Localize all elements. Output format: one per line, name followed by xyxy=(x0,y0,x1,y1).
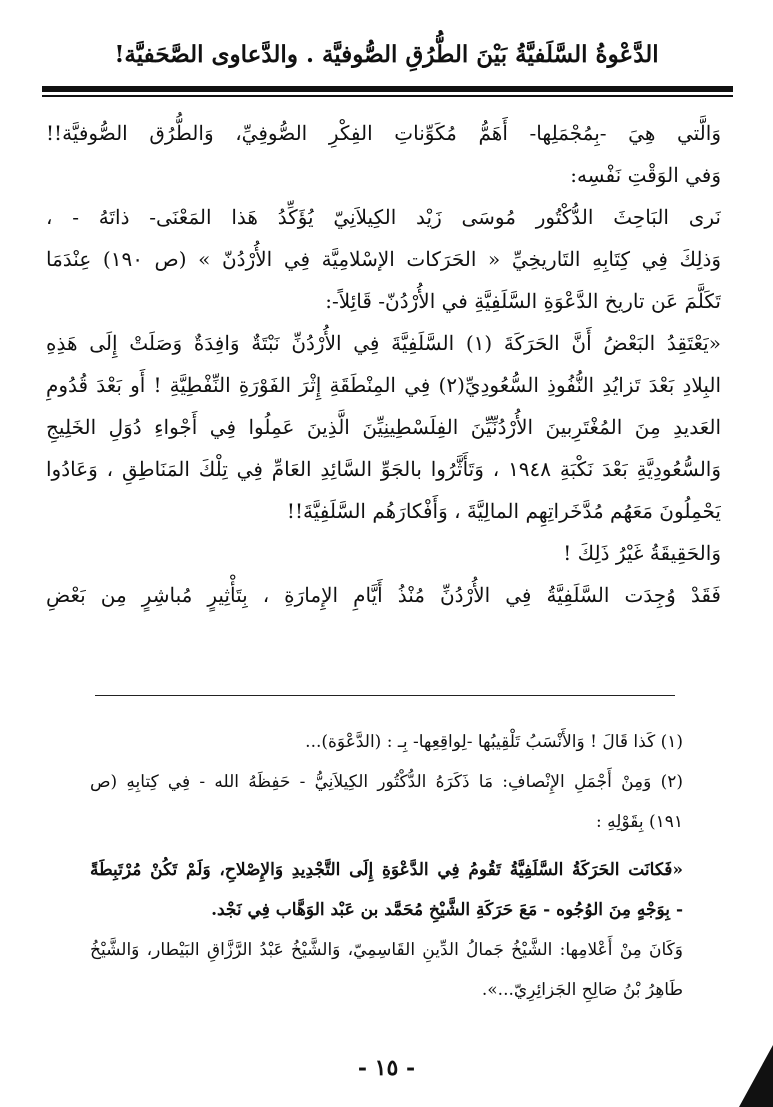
main-text xyxy=(46,112,721,616)
body-line: نَرى البَاحِثَ الدُّكْتُور مُوسَى زَيْد الكِيلاَنِيّ يُؤَكِّدُ هَذا المَعْنَى- ذاتَهُ - ، xyxy=(46,205,721,229)
footnote-quote-line: «فَكانَت الحَرَكَةُ السَّلَفِيَّةُ تَقُومُ فِي الدَّعْوَةِ إِلَى التَّجْدِيدِ وَالإِصْلاحِ، وَلَمْ تَكُنْ مُرْتَبِطَةً xyxy=(90,860,683,880)
footnote-separator xyxy=(95,695,675,696)
body-line: فَقَدْ وُجِدَت السَّلَفِيَّةُ فِي الأُرْدُنِّ مُنْذُ أَيَّامِ الإِمارَةِ ، بِتَأْثِيرٍ مُباشِرٍ مِن بَعْضِ xyxy=(46,583,721,607)
body-line: وَالحَقِيقَةُ غَيْرُ ذَلِكَ ! xyxy=(563,541,721,565)
body-line: وَفي الوَقْتِ نَفْسِه: xyxy=(570,163,721,187)
body-line: وَذلِكَ فِي كِتَابِهِ التَاريخِيِّ « الحَرَكات الإسْلامِيَّة فِي الأُرْدُنّ » (ص ١٩٠) عِنْدَمَا xyxy=(46,247,721,271)
footnote-line: (٢) وَمِنْ أَجْمَلِ الإِنْصافِ: مَا ذَكَرَهُ الدُّكْتُور الكِيلاَنِيُّ - حَفِظَهُ الله - فِي كِتابِهِ (ص xyxy=(90,772,683,792)
body-line: يَحْمِلُونَ مَعَهُم مُدَّخَراتِهِم المالِيَّةَ ، وَأَفْكارَهُم السَّلَفِيَّةَ!! xyxy=(286,499,721,523)
page-number: - ١٥ - xyxy=(357,1055,416,1081)
body-line: العَديدِ مِنَ المُغْتَرِبينَ الأُرْدُنِّيِّنَ الفِلَسْطِينِيِّنَ الَّذِينَ عَمِلُوا فِي أَجْواءِ دُوَلِ الخَلِيجِ xyxy=(46,415,721,439)
footnote-line: ١٩١) بِقَوْلِهِ : xyxy=(596,812,683,832)
footnote-quote-line: - بِوَجْهٍ مِنَ الوُجُوه - مَعَ حَرَكَةِ الشَّيْخِ مُحَمَّد بن عَبْد الوَهَّاب فِي نَجْد. xyxy=(211,900,683,920)
footnote-line: وَكَانَ مِنْ أَعْلامِها: الشَّيْخُ جَمالُ الدِّينِ القَاسِمِيّ، وَالشَّيْخُ عَبْدُ الرَّزَّاقِ البَيْطار، وَالشَّيْخُ xyxy=(90,940,683,960)
body-line: وَالَّتي هِيَ -بِمُجْمَلِها- أَهَمُّ مُكَوِّناتِ الفِكْرِ الصُّوفِيِّ، وَالطُّرُق الصُّوفيَّة!! xyxy=(46,121,721,145)
body-line: «يَعْتَقِدُ البَعْضُ أَنَّ الحَرَكَةَ (١) السَّلَفِيَّةَ فِي الأُرْدُنِّ نَبْتَةٌ وَافِدَةٌ وَصَلَتْ إِلَى هَذِهِ xyxy=(46,331,721,355)
running-head-title: الدَّعْوةُ السَّلَفيَّةُ بَيْنَ الطُّرُقِ الصُّوفيَّة . والدَّعاوى الصَّحَفيَّة! xyxy=(114,41,659,68)
body-line: البِلادِ بَعْدَ تَزايُدِ النُّفُوذِ السُّعُودِيِّ(٢) فِي المِنْطَقَةِ إِثْرَ الفَوْرَةِ النِّفْطِيَّةِ ! أَو بَعْدَ قُدُومِ xyxy=(46,373,721,397)
footnote-line: طَاهِرُ بْنُ صَالِحِ الجَزائِرِيّ...». xyxy=(481,980,683,1000)
body-line: وَالسُّعُودِيَّةِ بَعْدَ نَكْبَةِ ١٩٤٨ ، وَتَأَثَّرُوا بالجَوِّ السَّائِدِ العَامِّ فِي تِلْكَ المَنَاطِقِ ، وَعَادُوا xyxy=(46,457,721,481)
body-line: تَكَلَّمَ عَن تاريخ الدَّعْوَةِ السَّلَفِيَّةِ في الأُرْدُنّ- قَائِلاً-: xyxy=(325,289,721,313)
header-rule-thick xyxy=(42,86,733,92)
page-corner-mark xyxy=(739,1045,773,1107)
header-rule-thin xyxy=(42,95,733,97)
footnote-line: (١) كَذا قَالَ ! وَالأَنْسَبُ تَلْقِيبُها -لِواقِعِها- بِـ : (الدَّعْوَة)... xyxy=(305,732,683,752)
footnote-gap xyxy=(90,842,683,850)
footnotes xyxy=(90,722,683,1010)
